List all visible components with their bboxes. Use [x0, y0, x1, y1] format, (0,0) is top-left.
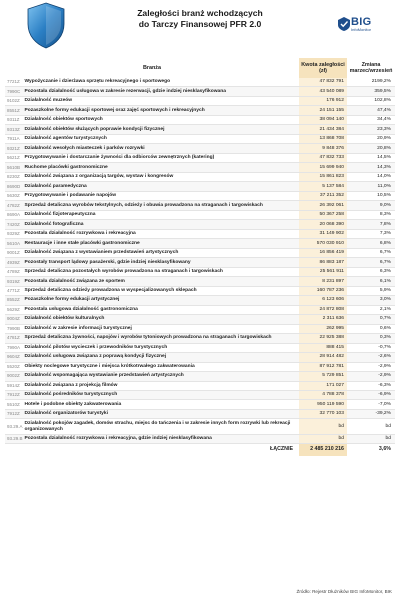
- row-change: 6,7%: [347, 248, 395, 257]
- row-change: 23,3%: [347, 125, 395, 134]
- row-change: 0,7%: [347, 315, 395, 324]
- row-debt: 5 729 851: [299, 372, 347, 381]
- row-debt: 8 231 897: [299, 277, 347, 286]
- row-debt: 22 925 388: [299, 334, 347, 343]
- row-name: Pozostała usługowa działalność gastronomiczna: [23, 305, 299, 314]
- shield-icon: [26, 2, 66, 49]
- row-debt: 16 856 419: [299, 248, 347, 257]
- row-code: 7912Z: [5, 409, 23, 418]
- row-change: -6,3%: [347, 381, 395, 390]
- row-debt: 25 561 911: [299, 267, 347, 276]
- row-change: 3,0%: [347, 296, 395, 305]
- row-change: -2,6%: [347, 353, 395, 362]
- row-debt: 5 137 584: [299, 182, 347, 191]
- row-debt: 171 027: [299, 381, 347, 390]
- table-row: [5, 343, 395, 352]
- row-code: 8690D: [5, 182, 23, 191]
- row-name: Sprzedaż detaliczna odzieży prowadzona w wyspecjalizowanych sklepach: [23, 286, 299, 295]
- table-row: [5, 78, 395, 87]
- row-change: 2199,2%: [347, 78, 395, 87]
- row-name: Ruchome placówki gastronomiczne: [23, 163, 299, 172]
- table-row: [5, 210, 395, 219]
- row-debt: 37 211 352: [299, 191, 347, 200]
- row-name: Sprzedaż detaliczna pozostałych wyrobów prowadzona na straganach i targowiskach: [23, 267, 299, 276]
- row-debt: 2 311 636: [299, 315, 347, 324]
- row-debt: 15 861 823: [299, 172, 347, 181]
- row-debt: 21 434 384: [299, 125, 347, 134]
- table-body: [5, 78, 395, 444]
- table-row: [5, 334, 395, 343]
- row-name: Sprzedaż detaliczna żywności, napojów i wyrobów tytoniowych prowadzona na straganach i targowiskach: [23, 334, 299, 343]
- big-logo: [338, 16, 388, 36]
- table-row: [5, 172, 395, 181]
- row-name: Pozaszkolne formy edukacji sportowej oraz zajęć sportowych i rekreacyjnych: [23, 106, 299, 115]
- row-debt: 176 912: [299, 96, 347, 105]
- row-code: 8551Z: [5, 106, 23, 115]
- row-code: 7990B: [5, 324, 23, 333]
- table-row: [5, 163, 395, 172]
- table-row: [5, 125, 395, 134]
- header: [0, 0, 400, 52]
- row-code: 9319Z: [5, 277, 23, 286]
- row-code: 8230Z: [5, 172, 23, 181]
- row-change: 6,7%: [347, 258, 395, 267]
- row-debt: 31 149 902: [299, 229, 347, 238]
- row-debt: 24 872 808: [299, 305, 347, 314]
- table-row: [5, 87, 395, 96]
- row-name: Działalność usługowa związana z poprawą kondycji fizycznej: [23, 353, 299, 362]
- row-code: 93.29.A: [5, 419, 23, 434]
- source-note: Źródło: Rejestr Dłużników BIG InfoMonitor, BIK: [296, 589, 392, 594]
- row-change: -0,7%: [347, 343, 395, 352]
- row-code: 9002Z: [5, 372, 23, 381]
- table-row: [5, 419, 395, 434]
- row-change: 7,3%: [347, 229, 395, 238]
- row-name: Działalność obiektów kulturalnych: [23, 315, 299, 324]
- row-debt: 32 770 103: [299, 409, 347, 418]
- row-change: 8,3%: [347, 210, 395, 219]
- table-row: [5, 409, 395, 418]
- row-change: -7,0%: [347, 400, 395, 409]
- row-change: -2,9%: [347, 372, 395, 381]
- table-row: [5, 144, 395, 153]
- row-name: Działalność obiektów sportowych: [23, 115, 299, 124]
- row-code: 9604Z: [5, 353, 23, 362]
- row-change: 47,4%: [347, 106, 395, 115]
- title-line-1: Zaległości branż wchodzących: [137, 8, 263, 18]
- table-row: [5, 115, 395, 124]
- row-code: 8690A: [5, 210, 23, 219]
- row-name: Działalność pośredników turystycznych: [23, 390, 299, 399]
- row-name: Pozostały transport lądowy pasażerski, gdzie indziej niesklasyfikowany: [23, 258, 299, 267]
- row-debt: bd: [299, 419, 347, 434]
- row-code: 4781Z: [5, 334, 23, 343]
- table-row: [5, 381, 395, 390]
- row-debt: 9 848 376: [299, 144, 347, 153]
- header-debt: Kwota zaległości (zł): [299, 58, 347, 78]
- row-debt: 160 787 236: [299, 286, 347, 295]
- row-change: 102,8%: [347, 96, 395, 105]
- row-code: 5914Z: [5, 381, 23, 390]
- row-code: 4939Z: [5, 258, 23, 267]
- row-code: 5610B: [5, 163, 23, 172]
- table-header-row: [5, 58, 395, 78]
- table-row: [5, 96, 395, 105]
- row-code: 4771Z: [5, 286, 23, 295]
- row-debt: 13 868 708: [299, 134, 347, 143]
- row-change: 7,8%: [347, 220, 395, 229]
- row-change: 2,1%: [347, 305, 395, 314]
- row-name: Działalność w zakresie informacji turystycznej: [23, 324, 299, 333]
- row-name: Pozostała działalność związana ze sportem: [23, 277, 299, 286]
- row-debt: 4 788 378: [299, 390, 347, 399]
- table-row: [5, 248, 395, 257]
- row-debt: 24 151 155: [299, 106, 347, 115]
- row-name: Wypożyczanie i dzierżawa sprzętu rekreacyjnego i sportowego: [23, 78, 299, 87]
- row-debt: 47 832 733: [299, 153, 347, 162]
- row-name: Działalność obiektów służących poprawie kondycji fizycznej: [23, 125, 299, 134]
- row-code: 5510Z: [5, 400, 23, 409]
- table-row: [5, 400, 395, 409]
- row-code: 5621Z: [5, 153, 23, 162]
- row-name: Pozostała działalność rozrywkowa i rekreacyjna, gdzie indziej niesklasyfikowana: [23, 434, 299, 443]
- row-change: -6,9%: [347, 390, 395, 399]
- table-row: [5, 229, 395, 238]
- table-row: [5, 153, 395, 162]
- row-change: 5,9%: [347, 286, 395, 295]
- row-name: Działalność fotograficzna: [23, 220, 299, 229]
- row-code: 5630Z: [5, 191, 23, 200]
- table-row: [5, 191, 395, 200]
- row-code: 9004Z: [5, 315, 23, 324]
- row-change: 0,3%: [347, 334, 395, 343]
- table-row: [5, 305, 395, 314]
- table-row: [5, 267, 395, 276]
- row-debt: bd: [299, 434, 347, 443]
- row-change: -39,2%: [347, 409, 395, 418]
- row-change: bd: [347, 419, 395, 434]
- row-debt: 28 914 482: [299, 353, 347, 362]
- row-change: 11,0%: [347, 182, 395, 191]
- row-code: 7990C: [5, 87, 23, 96]
- row-code: 9311Z: [5, 115, 23, 124]
- row-code: 9102Z: [5, 96, 23, 105]
- row-code: 7912Z: [5, 390, 23, 399]
- row-debt: 50 367 258: [299, 210, 347, 219]
- row-code: 5520Z: [5, 362, 23, 371]
- row-code: 5610A: [5, 239, 23, 248]
- row-change: 6,8%: [347, 239, 395, 248]
- row-name: Działalność wspomagająca wystawianie przedstawień artystycznych: [23, 372, 299, 381]
- row-change: 359,5%: [347, 87, 395, 96]
- row-code: 8552Z: [5, 296, 23, 305]
- header-change: Zmiana marzec/wrzesień: [347, 58, 395, 78]
- table-row: [5, 372, 395, 381]
- table-row: [5, 362, 395, 371]
- row-name: Działalność fizjoterapeutyczna: [23, 210, 299, 219]
- row-change: 14,5%: [347, 153, 395, 162]
- header-industry: Branża: [5, 58, 299, 78]
- logo-brand: BIG: [351, 16, 372, 28]
- row-debt: 43 540 089: [299, 87, 347, 96]
- table-row: [5, 201, 395, 210]
- row-name: Obiekty noclegowe turystyczne i miejsca krótkotrwałego zakwaterowania: [23, 362, 299, 371]
- row-name: Restauracje i inne stałe placówki gastronomiczne: [23, 239, 299, 248]
- row-debt: 888 415: [299, 343, 347, 352]
- row-name: Działalność organizatorów turystyki: [23, 409, 299, 418]
- page-title: [80, 8, 320, 30]
- total-row: [5, 444, 395, 456]
- row-code: 7911A: [5, 134, 23, 143]
- row-debt: 15 699 940: [299, 163, 347, 172]
- row-debt: 262 995: [299, 324, 347, 333]
- row-change: 0,6%: [347, 324, 395, 333]
- row-name: Przygotowywanie i podawanie napojów: [23, 191, 299, 200]
- row-code: 7721Z: [5, 78, 23, 87]
- row-debt: 20 068 390: [299, 220, 347, 229]
- row-code: 9001Z: [5, 248, 23, 257]
- table-row: [5, 324, 395, 333]
- table-row: [5, 296, 395, 305]
- total-debt: 2 485 210 216: [299, 444, 347, 456]
- row-debt: 47 832 791: [299, 78, 347, 87]
- row-change: 20,9%: [347, 134, 395, 143]
- row-name: Działalność związana z organizacją targów, wystaw i kongresów: [23, 172, 299, 181]
- row-change: 6,3%: [347, 267, 395, 276]
- row-code: 9313Z: [5, 125, 23, 134]
- table-row: [5, 286, 395, 295]
- row-change: bd: [347, 434, 395, 443]
- row-change: 6,1%: [347, 277, 395, 286]
- row-name: Działalność związana z projekcją filmów: [23, 381, 299, 390]
- row-code: 9321Z: [5, 144, 23, 153]
- table-row: [5, 134, 395, 143]
- row-debt: 86 883 187: [299, 258, 347, 267]
- row-name: Działalność muzeów: [23, 96, 299, 105]
- row-code: 5629Z: [5, 305, 23, 314]
- row-change: 20,8%: [347, 144, 395, 153]
- table-row: [5, 353, 395, 362]
- table-row: [5, 258, 395, 267]
- row-code: 4789Z: [5, 267, 23, 276]
- row-name: Pozaszkolne formy edukacji artystycznej: [23, 296, 299, 305]
- row-name: Hotele i podobne obiekty zakwaterowania: [23, 400, 299, 409]
- debt-table: [5, 58, 395, 456]
- row-debt: 570 030 910: [299, 239, 347, 248]
- row-name: Pozostała działalność rozrywkowa i rekreacyjna: [23, 229, 299, 238]
- row-name: Działalność agentów turystycznych: [23, 134, 299, 143]
- row-change: 10,5%: [347, 191, 395, 200]
- table-row: [5, 239, 395, 248]
- row-code: 7420Z: [5, 220, 23, 229]
- table-row: [5, 315, 395, 324]
- row-change: -2,9%: [347, 362, 395, 371]
- total-label: ŁĄCZNIE: [270, 446, 293, 453]
- logo-mark-icon: [338, 17, 350, 31]
- row-change: 34,4%: [347, 115, 395, 124]
- row-change: 14,0%: [347, 172, 395, 181]
- row-debt: 950 119 590: [299, 400, 347, 409]
- row-debt: 87 912 781: [299, 362, 347, 371]
- table-row: [5, 434, 395, 443]
- row-code: 9329Z: [5, 229, 23, 238]
- row-name: Działalność wesołych miasteczek i parków rozrywki: [23, 144, 299, 153]
- row-name: Pozostała działalność usługowa w zakresie rezerwacji, gdzie indziej niesklasyfikowana: [23, 87, 299, 96]
- row-code: 4782Z: [5, 201, 23, 210]
- table-row: [5, 220, 395, 229]
- logo-sub: InfoMonitor: [351, 27, 372, 32]
- row-code: 93.29.B: [5, 434, 23, 443]
- table-row: [5, 182, 395, 191]
- row-name: Sprzedaż detaliczna wyrobów tekstylnych, odzieży i obuwia prowadzona na straganach i targowiskach: [23, 201, 299, 210]
- row-name: Działalność pilotów wycieczek i przewodników turystycznych: [23, 343, 299, 352]
- row-change: 14,3%: [347, 163, 395, 172]
- row-debt: 38 094 140: [299, 115, 347, 124]
- table-row: [5, 277, 395, 286]
- row-debt: 6 123 606: [299, 296, 347, 305]
- row-code: 7990A: [5, 343, 23, 352]
- row-name: Działalność paramedyczna: [23, 182, 299, 191]
- row-name: Działalność związana z wystawianiem przedstawień artystycznych: [23, 248, 299, 257]
- table-row: [5, 106, 395, 115]
- title-line-2: do Tarczy Finansowej PFR 2.0: [138, 19, 262, 29]
- row-debt: 26 392 061: [299, 201, 347, 210]
- row-name: Przygotowywanie i dostarczanie żywności dla odbiorców zewnętrznych (katering): [23, 153, 299, 162]
- row-change: 9,0%: [347, 201, 395, 210]
- row-name: Działalność pokojów zagadek, domów strachu, miejsc do tańczenia i w zakresie innych form rozrywki lub rekreacji organizowanych: [23, 419, 299, 434]
- table-row: [5, 390, 395, 399]
- total-change: 3,6%: [378, 446, 391, 453]
